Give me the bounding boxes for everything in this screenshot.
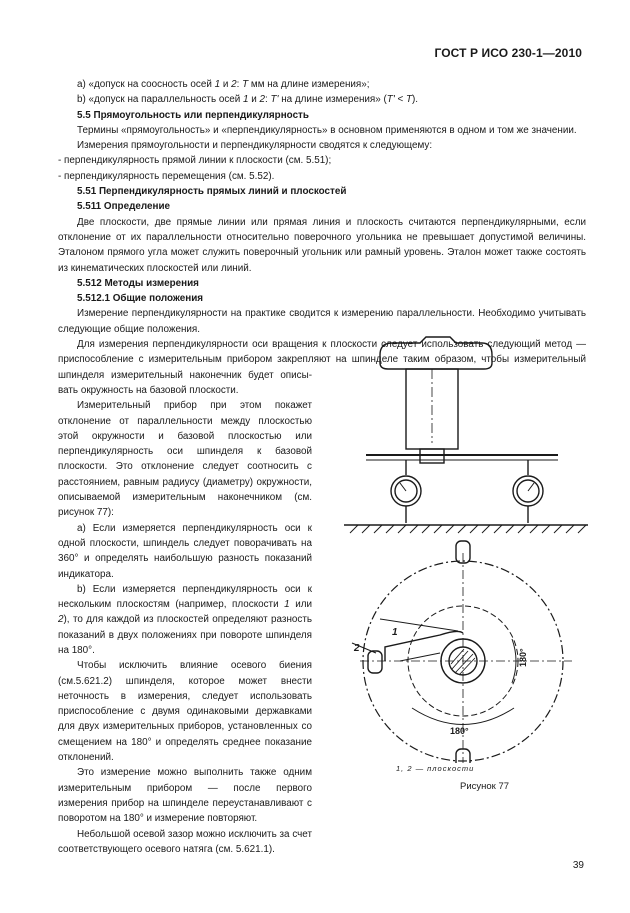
section-5-512-p2: Для измерения перпендикулярности оси вращения к плоскости следует использовать следующий метод — приспособление с измерительным прибором закрепляют на шпинделе таким образом, чтобы измерительный <box>58 339 586 366</box>
document-header: ГОСТ Р ИСО 230-1—2010 <box>434 46 582 60</box>
page-number: 39 <box>572 860 584 871</box>
left-col-p5: Это измерение можно выполнить также одним измерительным прибором — после первого измерения прибор на шпинделе переустанавливают с поворотом на 180° и измерение повторяют. <box>58 767 312 825</box>
left-col-p4: Чтобы исключить влияние осевого биения (см.5.621.2) шпинделя, которое может внести неточность в измерения, следует использовать приспособление с двумя одинаковыми державками для двух измерительных приборов, установленных со смещением на 180° и определять среднее показание отклонений. <box>58 660 312 764</box>
left-col-item-a: а) Если измеряется перпендикулярность оси к одной плоскости, шпиндель следует поворачивать на 360° и определять наибольшую разность показаний индикатора. <box>58 522 312 580</box>
section-5-5-p2: Измерения прямоугольности и перпендикулярности сводятся к следующему: <box>77 140 433 152</box>
section-5-5-item1: - перпендикулярность прямой линии к плоскости (см. 5.51); <box>58 155 332 167</box>
left-col-continuation: шпинделя измерительный наконечник будет описы-вать окружность на базовой плоскости. <box>58 369 312 396</box>
line-a: а) «допуск на соосность осей 1 и 2: T мм на длине измерения»; <box>77 79 370 90</box>
spindle-knob <box>380 337 492 369</box>
page-body <box>58 77 586 855</box>
left-col-p6: Небольшой осевой зазор можно исключить за счет соответствующего осевого натяга (см. 5.621.1). <box>58 828 312 855</box>
section-5-512-p1: Измерение перпендикулярности на практике сводится к измерению параллельности. Необходимо учитывать следующие общие положения. <box>58 308 586 335</box>
angle-label-bottom: 180° <box>450 725 469 736</box>
label-2: 2 <box>354 642 360 654</box>
section-5-512-1-title: 5.512.1 Общие положения <box>77 293 204 305</box>
section-5-51-title: 5.51 Перпендикулярность прямых линий и плоскостей <box>77 186 347 198</box>
section-5-5-title: 5.5 Прямоугольность или перпендикулярность <box>77 109 309 121</box>
left-col-item-b: b) Если измеряется перпендикулярность оси к нескольким плоскостям (например, плоскости 1 или 2), то для каждой из плоскостей определяют разность показаний в двух положениях при повороте шпинделя на 180°. <box>58 583 313 656</box>
plan-indicator-left <box>368 651 382 673</box>
figure-77 <box>340 313 595 793</box>
label-1: 1 <box>392 626 398 638</box>
left-column <box>58 368 312 858</box>
figure-legend: 1, 2 — плоскости <box>396 763 475 773</box>
two-column-region <box>58 368 586 855</box>
line-b: b) «допуск на параллельность осей 1 и 2: T' на длине измерения» (T' < T). <box>77 94 419 106</box>
angle-label-right: 180° <box>518 648 528 667</box>
left-col-p3: Измерительный прибор при этом покажет отклонение от параллельности между плоскостью этой окружности и базовой плоскостью или перпендикулярность оси шпинделя к базовой плоскости. Это отклонение следует соотносить с расстоянием, равным радиусу (диаметру) окружности, описываемой измерительным наконечником (см. рисунок 77): <box>58 400 312 519</box>
section-5-512-title: 5.512 Методы измерения <box>77 277 199 289</box>
figure-caption: Рисунок 77 <box>460 780 510 792</box>
section-5-5-p1: Термины «прямоугольность» и «перпендикулярность» в основном применяются в одном и том же значении. <box>77 124 577 136</box>
section-5-511-title: 5.511 Определение <box>77 201 171 213</box>
figure-77-drawing <box>340 313 595 763</box>
section-5-511-p1: Две плоскости, две прямые линии или прямая линия и плоскость считаются перпендикулярными, если отклонение от их параллельности относительно поверочного угольника не превышает допустимой величины. Эталоном прямого угла может служить поверочный угольник или рамный уровень. Эталон может также состоять из кинематических плоскостей или линий. <box>58 216 586 274</box>
section-5-5-item2: - перпендикулярность перемещения (см. 5.52). <box>58 170 275 182</box>
